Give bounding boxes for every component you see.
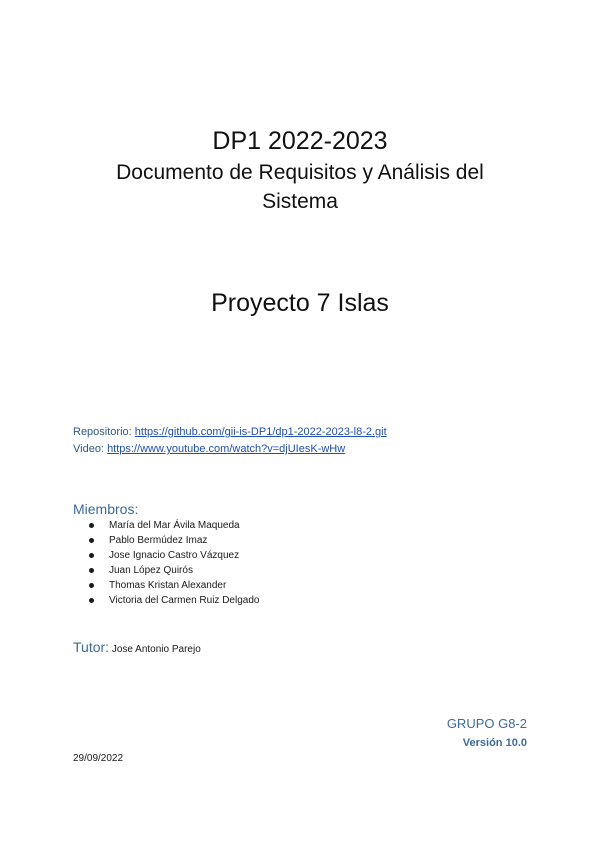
- version-label: Versión 10.0: [462, 737, 527, 749]
- video-label: Video:: [73, 443, 108, 455]
- member-item: [73, 518, 259, 533]
- bullet-icon: [89, 583, 94, 588]
- document-title: Documento de Requisitos y Análisis del Sistema: [116, 161, 484, 213]
- video-link[interactable]: https://www.youtube.com/watch?v=djUIesK-wHw: [107, 443, 346, 455]
- members-list: [73, 518, 259, 608]
- tutor-label: Tutor:: [73, 639, 110, 655]
- member-name: Thomas Kristan Alexander: [109, 580, 227, 591]
- tutor-line: [73, 639, 201, 657]
- member-item: [73, 593, 259, 608]
- member-item: [73, 578, 259, 593]
- bullet-icon: [89, 538, 94, 543]
- repository-label: Repositorio:: [73, 426, 135, 438]
- member-item: [73, 533, 259, 548]
- member-name: Victoria del Carmen Ruiz Delgado: [109, 595, 260, 606]
- repository-line: [73, 425, 387, 439]
- member-name: Pablo Bermúdez Imaz: [109, 535, 208, 546]
- member-item: [73, 563, 259, 578]
- group-name: GRUPO G8-2: [446, 716, 527, 731]
- member-name: Juan López Quirós: [109, 565, 193, 576]
- course-title: DP1 2022-2023: [212, 127, 388, 155]
- video-line: [73, 442, 345, 456]
- tutor-name: Jose Antonio Parejo: [109, 644, 201, 655]
- member-item: [73, 548, 259, 563]
- members-heading: Miembros:: [73, 501, 139, 517]
- bullet-icon: [89, 523, 94, 528]
- member-name: Jose Ignacio Castro Vázquez: [109, 550, 240, 561]
- bullet-icon: [89, 553, 94, 558]
- member-name: María del Mar Ávila Maqueda: [109, 520, 240, 531]
- repository-link[interactable]: https://github.com/gii-is-DP1/dp1-2022-2023-l8-2.git: [134, 426, 387, 438]
- document-date: 29/09/2022: [73, 753, 124, 764]
- bullet-icon: [89, 568, 94, 573]
- project-title: Proyecto 7 Islas: [211, 289, 389, 317]
- bullet-icon: [89, 598, 94, 603]
